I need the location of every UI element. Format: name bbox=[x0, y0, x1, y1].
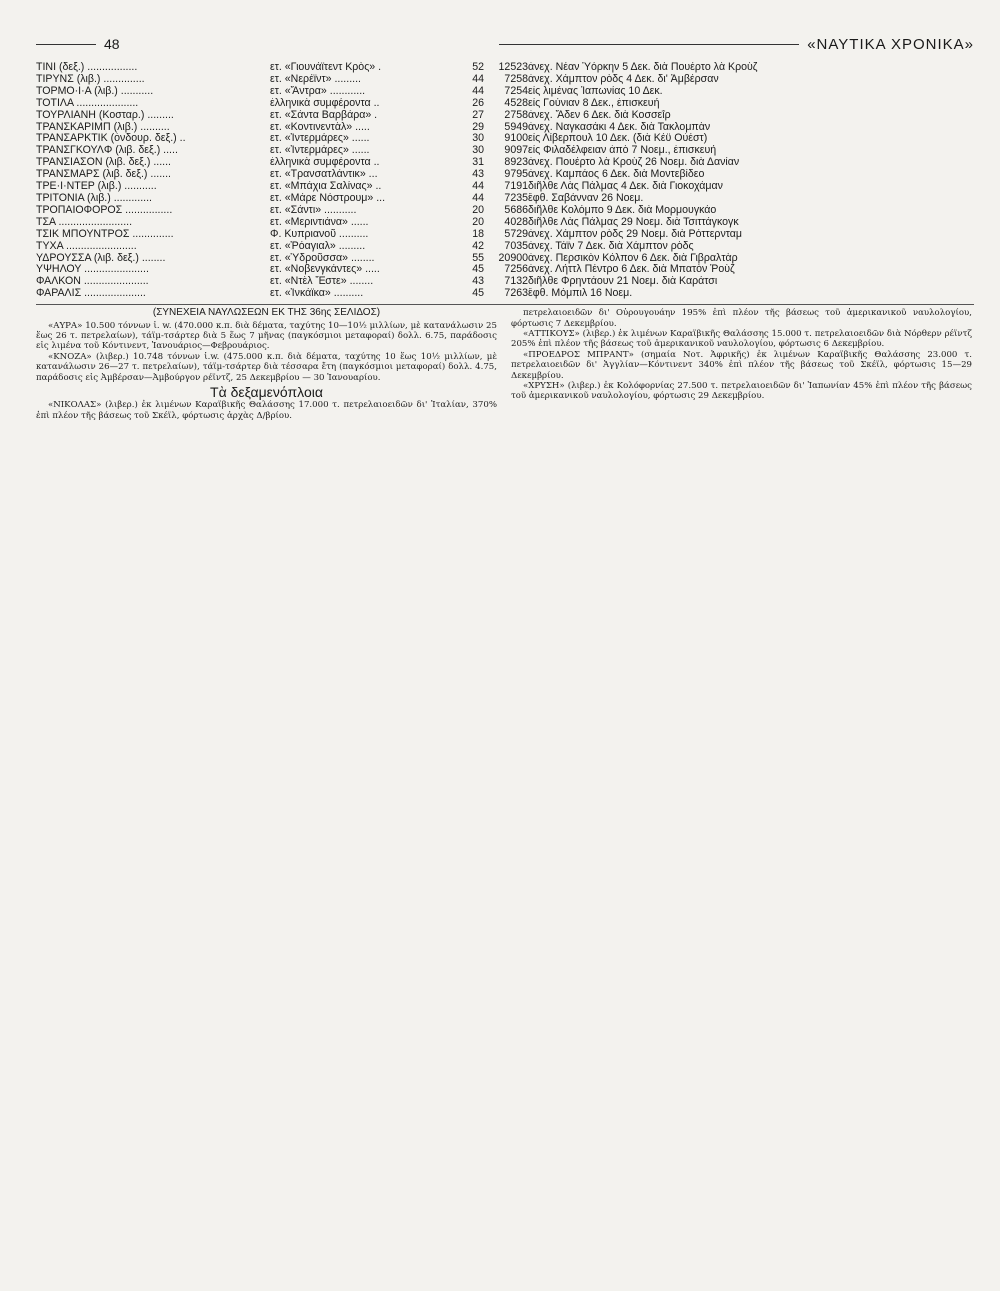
ship-name-cell: ΤΙΡΥΝΣ (λιβ.) .............. bbox=[36, 73, 145, 85]
charter-paragraph: «ΑΥΡΑ» 10.500 τόννων ἰ. w. (470.000 κ.π. διὰ δέματα, ταχύτης 10—10½ μιλλίων, μὲ κατανάλωσιν 25 ἕως 26 τ. πετρελαίων), τάϊμ-τσάρτερ διὰ 5 ἕως 7 μῆνας (παγκόσμιοι μεταφοραί) δολλ. 6.75, παράδοσις εἰς λιμένα τοῦ Κόντινεντ, Ἰανουάριος—Φεβρουάριος. bbox=[36, 320, 497, 352]
publication-title-text: «ΝΑΥΤΙΚΑ ΧΡΟΝΙΚΑ» bbox=[807, 35, 974, 53]
operator-cell: ετ. «Μάρε Νόστρουμ» ... bbox=[270, 192, 386, 204]
operator-cell: ετ. «Γιουνάϊτεντ Κρὸς» . bbox=[270, 62, 382, 73]
movement-cell: ἔφθ. Σαβάνναν 26 Νοεμ. bbox=[528, 192, 644, 204]
charter-paragraph: «ΧΡΥΣΗ» (λιβερ.) ἐκ Κολόφορνίας 27.500 τ. πετρελαιοειδῶν δι' Ἰαπωνίαν 45% ἐπὶ πλέον τῆς βάσεως τοῦ ἀμερικανικοῦ ναυλολογίου, φόρτωσις 29 Δεκεμβρίου. bbox=[511, 380, 972, 402]
operator-cell: ἑλληνικὰ συμφέροντα .. bbox=[270, 157, 380, 169]
tonnage-cell: 7263 bbox=[504, 288, 528, 300]
ship-row bbox=[36, 169, 958, 181]
tonnage-cell: 9795 bbox=[504, 169, 528, 181]
ship-name-cell: ΤΟΤΙΛΑ ..................... bbox=[36, 97, 139, 109]
page-number-text: 48 bbox=[104, 36, 120, 52]
build-year-cell: 55 bbox=[472, 252, 484, 264]
build-year-cell: 45 bbox=[472, 264, 484, 276]
build-year-cell: 20 bbox=[472, 204, 484, 216]
movement-cell: ἀνεχ. Πουέρτο λὰ Κροὺζ 26 Νοεμ. διὰ Δανίαν bbox=[528, 157, 740, 169]
movement-cell: ἀνεχ. Χάμπτον ρὸδς 4 Δεκ. δι' Ἀμβέρσαν bbox=[528, 73, 719, 85]
build-year-cell: 44 bbox=[472, 192, 484, 204]
movement-cell: ἔφθ. Μόμπιλ 16 Νοεμ. bbox=[528, 288, 633, 300]
tonnage-cell: 2758 bbox=[504, 109, 528, 121]
ship-row bbox=[36, 62, 958, 74]
tonnage-cell: 4028 bbox=[504, 216, 528, 228]
operator-cell: ἑλληνικὰ συμφέροντα .. bbox=[270, 97, 380, 109]
ship-row bbox=[36, 193, 958, 205]
tankers-heading: Τὰ δεξαμενόπλοια bbox=[210, 383, 323, 400]
ship-row bbox=[36, 205, 958, 217]
build-year-cell: 30 bbox=[472, 133, 484, 145]
ship-row bbox=[36, 145, 958, 157]
ship-name-cell: ΤΡΙΤΟΝΙΑ (λιβ.) ............. bbox=[36, 192, 152, 204]
movement-cell: ἀνεχ. Λήττλ Πέντρο 6 Δεκ. διὰ Μπατὸν Ῥοὺζ bbox=[528, 264, 735, 276]
build-year-cell: 44 bbox=[472, 181, 484, 193]
ship-name-cell: ΤΡΑΝΣΑΡΚΤΙΚ (ὀνδουρ. δεξ.) .. bbox=[36, 133, 186, 145]
movement-cell: εἰς λιμένας Ἰαπωνίας 10 Δεκ. bbox=[528, 85, 663, 97]
tonnage-cell: 7254 bbox=[504, 85, 528, 97]
ship-name-cell: ΦΑΛΚΟΝ ...................... bbox=[36, 276, 149, 288]
operator-cell: ετ. «Ὑδροῦσσα» ........ bbox=[270, 252, 375, 264]
build-year-cell: 26 bbox=[472, 97, 484, 109]
ship-row bbox=[36, 181, 958, 193]
operator-cell: ετ. «Σάντι» ........... bbox=[270, 204, 357, 216]
ship-name-cell: ΤΡΑΝΣΚΑΡΙΜΠ (λιβ.) .......... bbox=[36, 121, 170, 133]
ship-row bbox=[36, 86, 958, 98]
operator-cell: ετ. «Σάντα Βαρβάρα» . bbox=[270, 109, 378, 121]
operator-cell: ετ. «Ἰντερμάρες» ...... bbox=[270, 145, 370, 157]
ship-row bbox=[36, 74, 958, 86]
build-year-cell: 30 bbox=[472, 145, 484, 157]
ship-row bbox=[36, 98, 958, 110]
tonnage-cell: 5729 bbox=[504, 228, 528, 240]
tonnage-cell: 7258 bbox=[504, 73, 528, 85]
tonnage-cell: 7035 bbox=[504, 240, 528, 252]
build-year-cell: 43 bbox=[472, 169, 484, 181]
movement-cell: ἀνεχ. Ναγκασάκι 4 Δεκ. διὰ Τακλομπὰν bbox=[528, 121, 711, 133]
build-year-cell: 27 bbox=[472, 109, 484, 121]
header-rule-right bbox=[499, 44, 799, 45]
tonnage-cell: 5949 bbox=[504, 121, 528, 133]
ship-row bbox=[36, 157, 958, 169]
operator-cell: ετ. «Τρανσατλάντικ» ... bbox=[270, 169, 378, 181]
ship-name-cell: ΤΡΕ·Ι·ΝΤΕΡ (λιβ.) ........... bbox=[36, 181, 157, 193]
tonnage-cell: 12523 bbox=[498, 62, 528, 73]
header-rule-left bbox=[36, 44, 96, 45]
ship-name-cell: ΥΨΗΛΟΥ ...................... bbox=[36, 264, 149, 276]
movement-cell: ἀνεχ. Ἄδεν 6 Δεκ. διὰ Κοσσεΐρ bbox=[528, 109, 671, 121]
tonnage-cell: 7235 bbox=[504, 192, 528, 204]
tonnage-cell: 4528 bbox=[504, 97, 528, 109]
operator-cell: ετ. «Ἄντρα» ............ bbox=[270, 85, 366, 97]
movement-cell: εἰς Γούνιαν 8 Δεκ., ἐπισκευή bbox=[528, 97, 660, 109]
page-number bbox=[36, 36, 120, 52]
ship-name-cell: ΤΡΑΝΣΜΑΡΣ (λιβ. δεξ.) ....... bbox=[36, 169, 172, 181]
operator-cell: ετ. «Νερέϊντ» ......... bbox=[270, 73, 361, 85]
ship-name-cell: ΤΙΝΙ (δεξ.) ................. bbox=[36, 62, 138, 73]
build-year-cell: 29 bbox=[472, 121, 484, 133]
left-column bbox=[36, 308, 497, 421]
ship-name-cell: ΤΡΟΠΑΙΟΦΟΡΟΣ ................ bbox=[36, 204, 173, 216]
tonnage-cell: 8923 bbox=[504, 157, 528, 169]
ship-row bbox=[36, 276, 958, 288]
operator-cell: ετ. «Μεριντιάνα» ...... bbox=[270, 216, 369, 228]
movement-cell: διῆλθε Φρηντάουν 21 Νοεμ. διὰ Καράτσι bbox=[528, 276, 718, 288]
tonnage-cell: 9100 bbox=[504, 133, 528, 145]
ship-name-cell: ΤΣΙΚ ΜΠΟΥΝΤΡΟΣ .............. bbox=[36, 228, 174, 240]
ship-movements-table bbox=[36, 62, 958, 300]
tonnage-cell: 5686 bbox=[504, 204, 528, 216]
movement-cell: ἀνεχ. Τάϊν 7 Δεκ. διὰ Χάμπτον ρὸδς bbox=[528, 240, 694, 252]
ship-name-cell: ΤΡΑΝΣΙΑΣΟΝ (λιβ. δεξ.) ...... bbox=[36, 157, 172, 169]
movement-cell: εἰς Λίβερπουλ 10 Δεκ. (διὰ Κέϋ Οὐέστ) bbox=[528, 133, 708, 145]
operator-cell: ετ. «Ἰνκάϊκα» .......... bbox=[270, 288, 364, 300]
ship-row bbox=[36, 288, 958, 300]
operator-cell: ετ. «Νοβενγκάντες» ..... bbox=[270, 264, 380, 276]
ship-row bbox=[36, 122, 958, 134]
build-year-cell: 44 bbox=[472, 85, 484, 97]
section-divider bbox=[36, 304, 974, 305]
tonnage-cell: 7132 bbox=[504, 276, 528, 288]
tonnage-cell: 9097 bbox=[504, 145, 528, 157]
ship-row bbox=[36, 229, 958, 241]
movement-cell: εἰς Φιλαδέλφειαν ἀπὸ 7 Νοεμ., ἐπισκευή bbox=[528, 145, 717, 157]
movement-cell: ἀνεχ. Καμπάος 6 Δεκ. διὰ Μοντεβίδεο bbox=[528, 169, 705, 181]
charter-paragraph: πετρελαιοειδῶν δι' Οὐρουγουάην 195% ἐπὶ πλέον τῆς βάσεως τοῦ ἀμερικανικοῦ ναυλολογίου, φόρτωσις 7 Δεκεμβρίου. bbox=[511, 308, 972, 329]
movement-cell: διῆλθε Λὰς Πάλμας 29 Νοεμ. διὰ Τσιττάγκογκ bbox=[528, 216, 739, 228]
ship-row bbox=[36, 241, 958, 253]
ship-name-cell: ΤΣΑ ......................... bbox=[36, 216, 133, 228]
operator-cell: ετ. «Ἰντερμάρες» ...... bbox=[270, 133, 370, 145]
operator-cell: ετ. «Μπάχια Σαλίνας» .. bbox=[270, 181, 382, 193]
build-year-cell: 52 bbox=[472, 62, 484, 73]
charter-paragraph: «ΑΤΤΙΚΟΥΣ» (λιβερ.) ἐκ λιμένων Καραϊβικῆς Θαλάσσης 15.000 τ. πετρελαιοειδῶν διὰ Νόρθερν ρέϊντζ 205% ἐπὶ πλέον τῆς βάσεως τοῦ ἀμερικανικοῦ ναυλολογίου, φόρτωσις 6 Δεκεμβρίου. bbox=[511, 328, 972, 350]
movement-cell: διῆλθε Λὰς Πάλμας 4 Δεκ. διὰ Γιοκοχάμαν bbox=[528, 181, 723, 193]
build-year-cell: 45 bbox=[472, 288, 484, 300]
charter-paragraph: «ΚΝΟΖΑ» (λιβερ.) 10.748 τόννων ἰ.w. (475.000 κ.π. διὰ δέματα, ταχύτης 10 ἕως 10½ μιλλίων, μὲ κατανάλωσιν 26—27 τ. πετρελαίων), τάϊμ-τσάρτερ διὰ τέσσαρα ἔτη (παγκόσμιοι μεταφοραί) δολλ. 4.75, παράδοσις εἰς Ἀμβέρσαν—Ἀμβούργον ρέϊντζ, 25 Δεκεμβρίου — 30 Ἰανουαρίου. bbox=[36, 351, 497, 383]
ship-name-cell: ΤΟΡΜΟ·Ι·Α (λιβ.) ........... bbox=[36, 85, 154, 97]
right-column bbox=[511, 308, 972, 421]
movement-cell: διῆλθε Κολόμπο 9 Δεκ. διὰ Μορμουγκάο bbox=[528, 204, 717, 216]
operator-cell: Φ. Κυπριανοῦ .......... bbox=[270, 228, 369, 240]
build-year-cell: 42 bbox=[472, 240, 484, 252]
charter-paragraph: «ΝΙΚΟΛΑΣ» (λιβερ.) ἐκ λιμένων Καραϊβικῆς Θαλάσσης 17.000 τ. πετρελαιοειδῶν δι' Ἰταλίαν, 370% ἐπὶ πλέον τῆς βάσεως τοῦ Σκέϊλ, φόρτωσις ἀρχὰς Δ/βρίου. bbox=[36, 400, 497, 421]
build-year-cell: 31 bbox=[472, 157, 484, 169]
build-year-cell: 20 bbox=[472, 216, 484, 228]
continuation-heading: (ΣΥΝΕΧΕΙΑ ΝΑΥΛΩΣΕΩΝ ΕΚ ΤΗΣ 36ης ΣΕΛΙΔΟΣ) bbox=[152, 307, 381, 319]
ship-row bbox=[36, 253, 958, 265]
build-year-cell: 44 bbox=[472, 73, 484, 85]
ship-row bbox=[36, 133, 958, 145]
ship-name-cell: ΤΡΑΝΣΓΚΟΥΛΦ (λιβ. δεξ.) ..... bbox=[36, 145, 178, 157]
ship-name-cell: ΦΑΡΑΛΙΣ ..................... bbox=[36, 288, 146, 300]
ship-row bbox=[36, 217, 958, 229]
build-year-cell: 18 bbox=[472, 228, 484, 240]
movement-cell: ἀνεχ. Νέαν Ὑόρκην 5 Δεκ. διὰ Πουέρτο λὰ Κροὺζ bbox=[528, 62, 758, 73]
ship-name-cell: ΤΥΧΑ ........................ bbox=[36, 240, 137, 252]
operator-cell: ετ. «Κοντινεντὰλ» ..... bbox=[270, 121, 370, 133]
ship-row bbox=[36, 264, 958, 276]
ship-name-cell: ΥΔΡΟΥΣΣΑ (λιβ. δεξ.) ........ bbox=[36, 252, 166, 264]
charters-section bbox=[36, 308, 974, 421]
ship-name-cell: ΤΟΥΡΛΙΑΝΗ (Κοσταρ.) ......... bbox=[36, 109, 174, 121]
ship-row bbox=[36, 110, 958, 122]
publication-title bbox=[499, 36, 974, 53]
page-header bbox=[36, 34, 974, 54]
movement-cell: ἀνεχ. Χάμπτον ρὸδς 29 Νοεμ. διὰ Ρόττερνταμ bbox=[528, 228, 743, 240]
operator-cell: ετ. «Ντὲλ Ἔστε» ........ bbox=[270, 276, 374, 288]
tonnage-cell: 7256 bbox=[504, 264, 528, 276]
tonnage-cell: 7191 bbox=[504, 181, 528, 193]
operator-cell: ετ. «Ῥόαγιαλ» ......... bbox=[270, 240, 366, 252]
build-year-cell: 43 bbox=[472, 276, 484, 288]
charter-paragraph: «ΠΡΟΕΔΡΟΣ ΜΠΡΑΝΤ» (σημαία Νοτ. Ἀφρικῆς) ἐκ λιμένων Καραϊβικῆς Θαλάσσης 23.000 τ. πετρελαιοειδῶν δι' Ἀγγλίαν—Κόντινεντ 340% ἐπὶ πλέον τῆς βάσεως τοῦ Σκέϊλ, φόρτωσις 15—29 Δεκεμβρίου. bbox=[511, 349, 972, 381]
tonnage-cell: 20900 bbox=[498, 252, 528, 264]
movement-cell: ἀνεχ. Περσικὸν Κόλπον 6 Δεκ. διὰ Γιβραλτὰρ bbox=[528, 252, 738, 264]
